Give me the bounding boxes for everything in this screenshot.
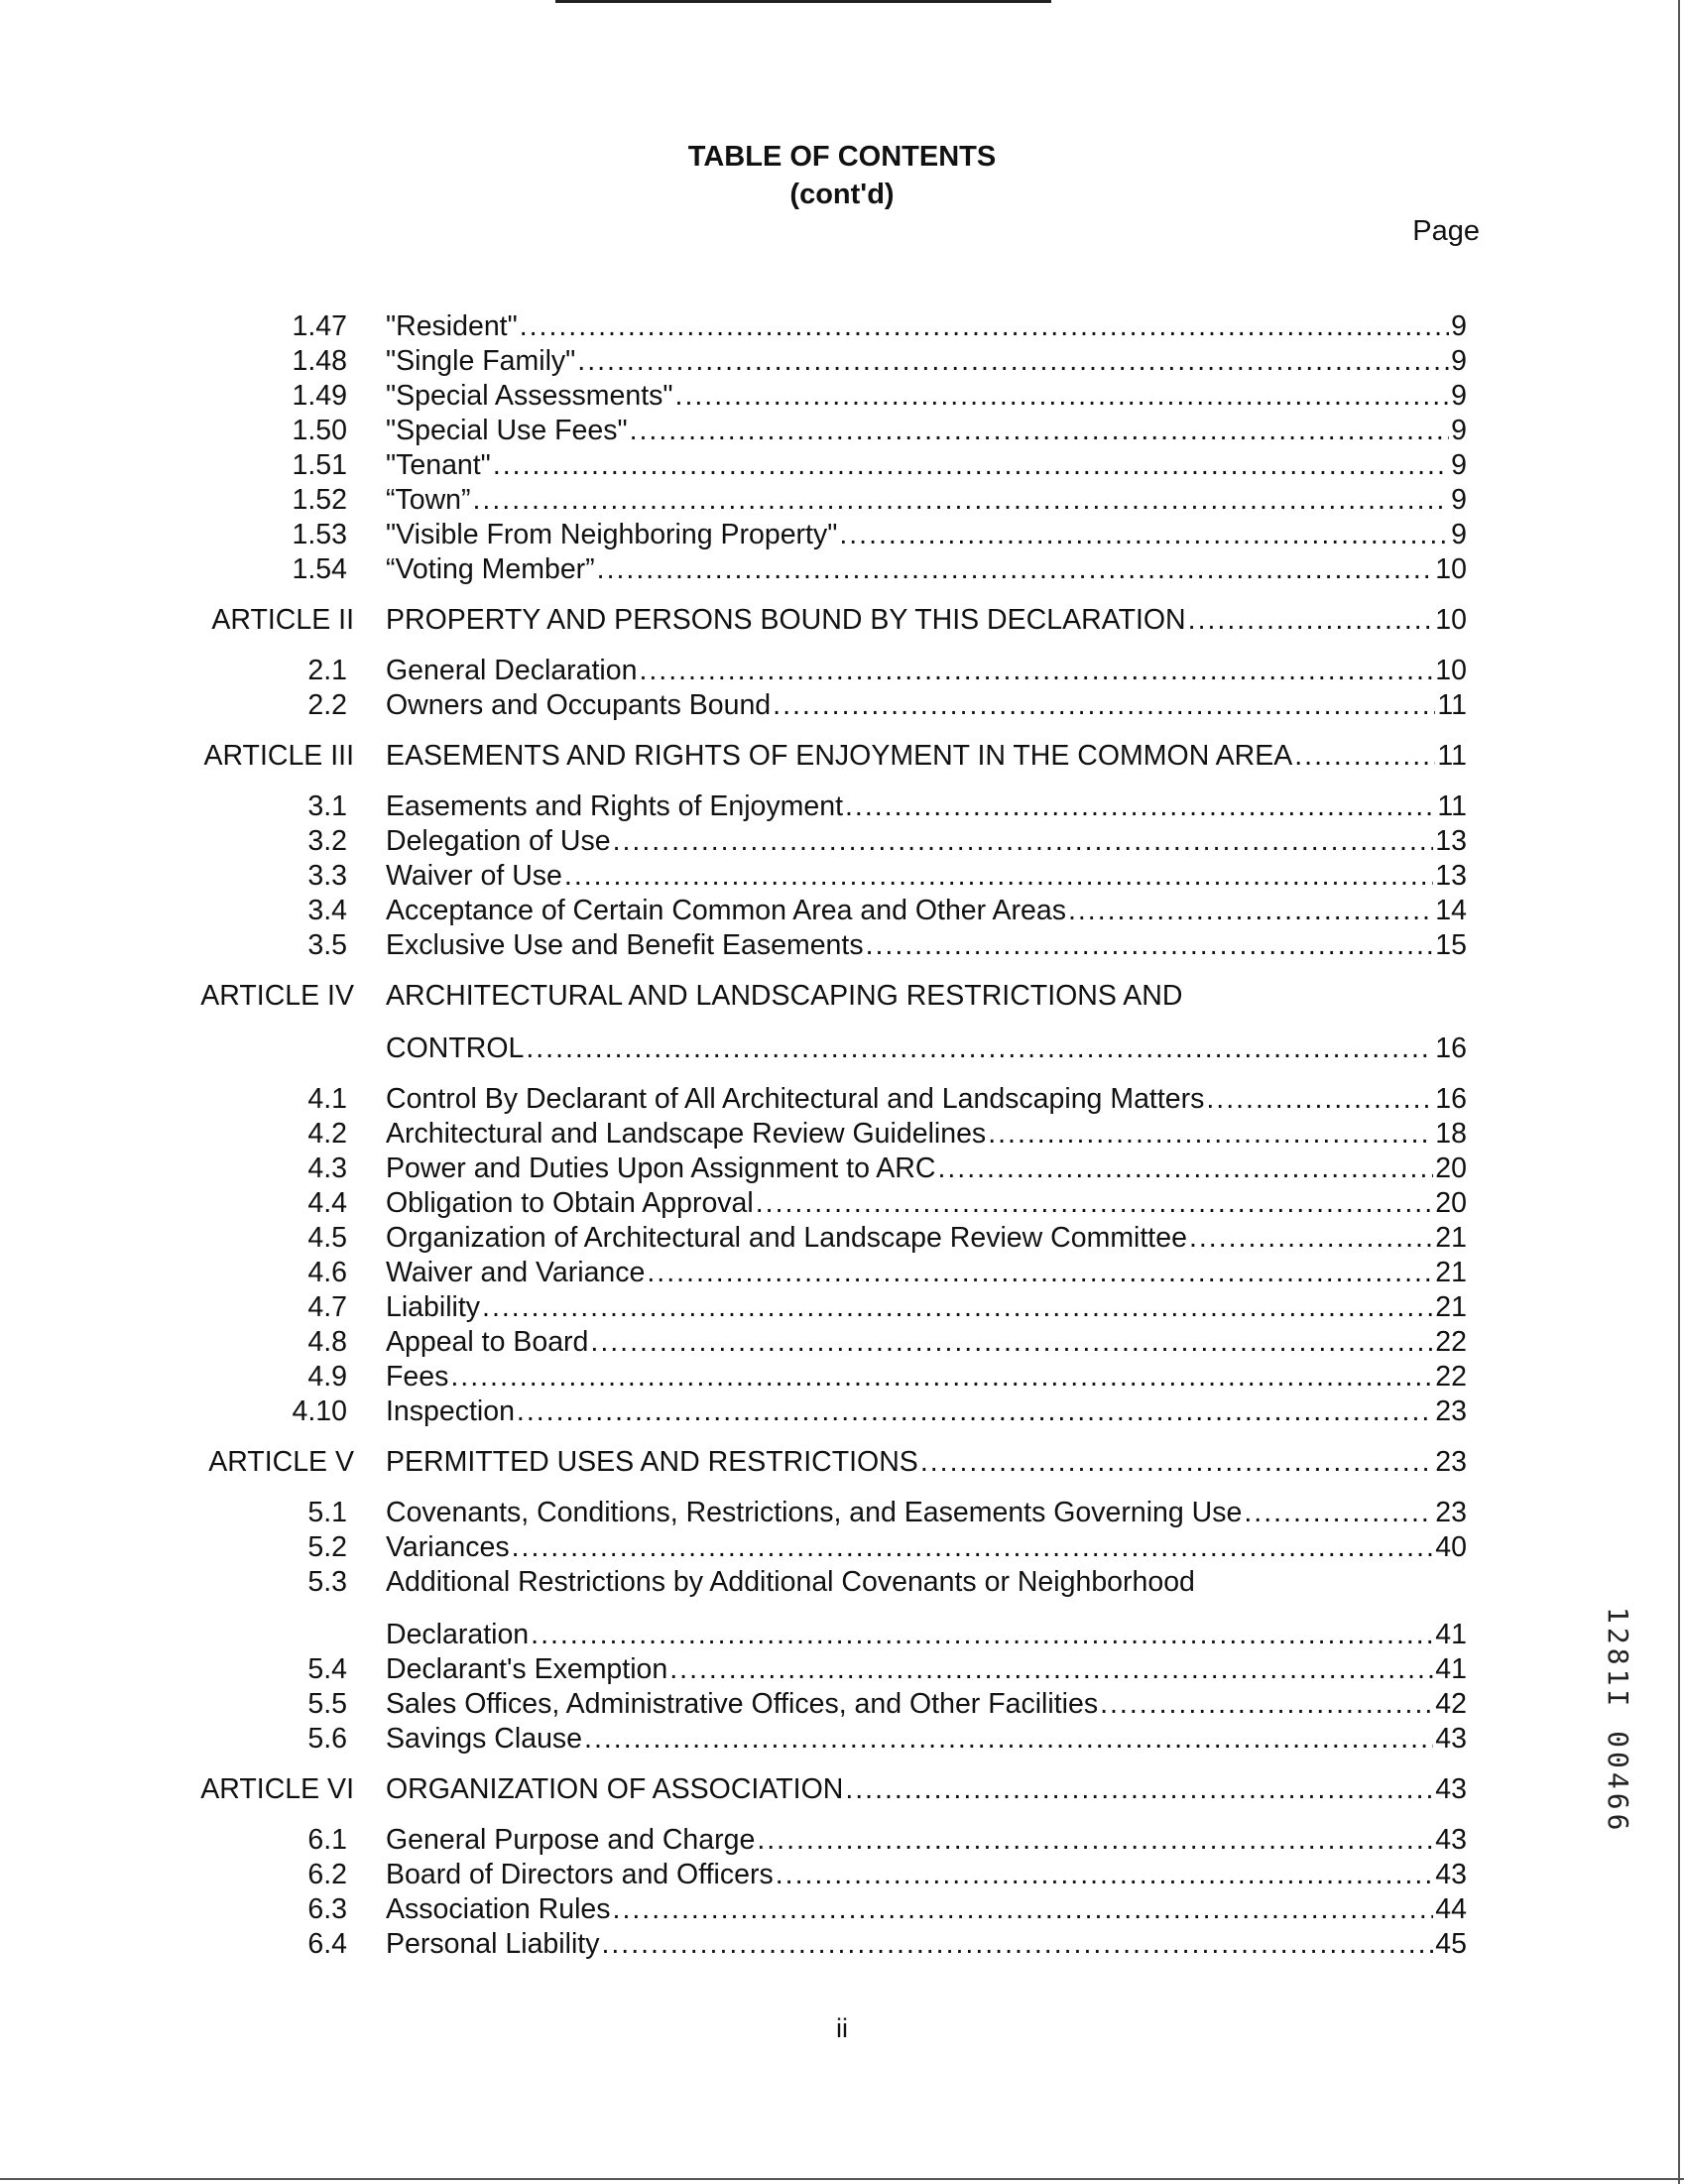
entry-row — [386, 1927, 1467, 1962]
entry-page-number: 16 — [1435, 1083, 1467, 1115]
entry-page-number: 10 — [1435, 553, 1467, 585]
entry-title: "Special Use Fees" — [386, 415, 628, 446]
entry-row — [386, 1325, 1467, 1360]
entry-row — [386, 859, 1467, 894]
entry-page-number: 13 — [1435, 825, 1467, 857]
entry-title: Exclusive Use and Benefit Easements — [386, 929, 864, 961]
entry-page-number: 9 — [1451, 380, 1467, 412]
entry-title: Variances — [386, 1531, 510, 1563]
entry-title: "Special Assessments" — [386, 380, 673, 412]
entry-title: Waiver of Use — [386, 860, 562, 892]
entry-row — [386, 1221, 1467, 1256]
dot-leader — [597, 552, 1434, 587]
dot-leader — [1100, 1687, 1433, 1722]
toc-section-entry — [0, 1722, 1684, 1757]
entry-title: Association Rules — [386, 1893, 611, 1925]
entry-title: Declaration — [386, 1619, 530, 1650]
entry-title: EASEMENTS AND RIGHTS OF ENJOYMENT IN THE COMMON AREA — [386, 740, 1293, 772]
entry-row — [386, 1395, 1467, 1429]
dot-leader — [493, 448, 1449, 483]
dot-leader — [630, 414, 1450, 448]
entry-page-number: 9 — [1451, 415, 1467, 446]
entry-page-number: 22 — [1435, 1326, 1467, 1358]
entry-page-number: 13 — [1435, 860, 1467, 892]
entry-page-number: 11 — [1437, 740, 1467, 772]
entry-title: Obligation to Obtain Approval — [386, 1187, 754, 1219]
entry-page-number: 40 — [1435, 1531, 1467, 1563]
entry-title: Sales Offices, Administrative Offices, and Other Facilities — [386, 1688, 1099, 1720]
entry-row — [386, 928, 1467, 963]
entry-page-number: 41 — [1435, 1619, 1467, 1650]
entry-number: 1.49 — [292, 380, 347, 412]
dot-leader — [613, 1892, 1434, 1927]
dot-leader — [577, 344, 1449, 379]
dot-leader — [1188, 603, 1434, 638]
dot-leader — [988, 1117, 1433, 1152]
entry-page-number: 10 — [1435, 655, 1467, 686]
entry-row — [386, 1858, 1467, 1892]
entry-title: Delegation of Use — [386, 825, 611, 857]
entry-number: 3.5 — [307, 929, 347, 961]
toc-subtitle: (cont'd) — [789, 179, 895, 210]
toc-article-entry — [0, 979, 1684, 1066]
dot-leader — [1244, 1496, 1433, 1530]
entry-title: "Resident" — [386, 310, 518, 342]
toc-section-entry — [0, 518, 1684, 552]
entry-title: PROPERTY AND PERSONS BOUND BY THIS DECLARATION — [386, 604, 1186, 636]
entry-row — [386, 448, 1467, 483]
entry-number: 1.51 — [292, 449, 347, 481]
toc-section-entry — [0, 1082, 1684, 1117]
toc-section-entry — [0, 1395, 1684, 1429]
dot-leader — [776, 1858, 1434, 1892]
toc-section-entry — [0, 552, 1684, 587]
dot-leader — [669, 1652, 1433, 1687]
entry-number: 3.1 — [307, 790, 347, 822]
entry-page-number: 20 — [1435, 1153, 1467, 1184]
toc-section-entry — [0, 1565, 1684, 1652]
entry-row — [386, 552, 1467, 587]
entry-title: Control By Declarant of All Architectural and Landscaping Matters — [386, 1083, 1205, 1115]
entry-page-number: 23 — [1435, 1395, 1467, 1427]
entry-row — [386, 1256, 1467, 1290]
entry-number: 1.54 — [292, 553, 347, 585]
entry-row — [386, 824, 1467, 859]
entry-title: General Purpose and Charge — [386, 1824, 756, 1856]
entry-number: ARTICLE IV — [200, 980, 354, 1012]
entry-row — [386, 518, 1467, 552]
entry-number: 2.2 — [307, 689, 347, 721]
entry-number: ARTICLE VI — [200, 1773, 354, 1805]
toc-article-entry — [0, 739, 1684, 774]
dot-leader — [639, 654, 1433, 688]
dot-leader — [845, 1772, 1433, 1807]
entry-row — [386, 1445, 1467, 1480]
entry-row — [386, 1290, 1467, 1325]
entry-row — [386, 1186, 1467, 1221]
toc-section-entry — [0, 1496, 1684, 1530]
toc-section-entry — [0, 344, 1684, 379]
page-column-header: Page — [1412, 215, 1480, 247]
entry-title: CONTROL — [386, 1032, 525, 1064]
entry-title: Declarant's Exemption — [386, 1653, 668, 1685]
entry-title-line1: ARCHITECTURAL AND LANDSCAPING RESTRICTIONS AND — [386, 980, 1183, 1012]
toc-section-entry — [0, 654, 1684, 688]
entry-row — [386, 1772, 1467, 1807]
toc-section-entry — [0, 1823, 1684, 1858]
toc-section-entry — [0, 1325, 1684, 1360]
entry-number: ARTICLE V — [208, 1446, 354, 1478]
entry-title: Architectural and Landscape Review Guidelines — [386, 1118, 987, 1150]
entry-number: 5.4 — [307, 1653, 347, 1685]
entry-number: 4.10 — [292, 1395, 347, 1427]
entry-row — [386, 688, 1467, 723]
dot-leader — [517, 1395, 1433, 1429]
entry-page-number: 9 — [1451, 519, 1467, 550]
entry-number: 6.4 — [307, 1928, 347, 1960]
toc-section-entry — [0, 1652, 1684, 1687]
toc-section-entry — [0, 414, 1684, 448]
entry-number: 1.53 — [292, 519, 347, 550]
entry-number: 4.4 — [307, 1187, 347, 1219]
entry-title: PERMITTED USES AND RESTRICTIONS — [386, 1446, 918, 1478]
entry-title: Waiver and Variance — [386, 1257, 646, 1288]
entry-row — [386, 414, 1467, 448]
entry-title: "Visible From Neighboring Property" — [386, 519, 838, 550]
entry-page-number: 18 — [1435, 1118, 1467, 1150]
dot-leader — [450, 1360, 1433, 1395]
entry-title: Liability — [386, 1291, 481, 1323]
entry-title: Owners and Occupants Bound — [386, 689, 772, 721]
toc-article-entry — [0, 603, 1684, 638]
entry-page-number: 43 — [1435, 1824, 1467, 1856]
entry-number: 4.6 — [307, 1257, 347, 1288]
entry-number: 4.9 — [307, 1361, 347, 1393]
entry-page-number: 21 — [1435, 1222, 1467, 1254]
entry-number: 3.4 — [307, 895, 347, 926]
dot-leader — [526, 1031, 1433, 1066]
entry-row — [386, 1360, 1467, 1395]
entry-number: 3.3 — [307, 860, 347, 892]
toc-section-entry — [0, 1927, 1684, 1962]
dot-leader — [756, 1186, 1434, 1221]
entry-page-number: 41 — [1435, 1653, 1467, 1685]
entry-row — [386, 1652, 1467, 1687]
toc-section-entry — [0, 1687, 1684, 1722]
entry-number: 4.3 — [307, 1153, 347, 1184]
entry-row — [386, 1496, 1467, 1530]
entry-row — [386, 1823, 1467, 1858]
dot-leader — [845, 789, 1435, 824]
toc-section-entry — [0, 894, 1684, 928]
toc-section-entry — [0, 1360, 1684, 1395]
entry-page-number: 43 — [1435, 1859, 1467, 1890]
bottom-edge-rule — [0, 2178, 1684, 2180]
entry-number: ARTICLE II — [211, 604, 354, 636]
toc-section-entry — [0, 1256, 1684, 1290]
toc-section-entry — [0, 688, 1684, 723]
entry-number: 4.2 — [307, 1118, 347, 1150]
dot-leader — [920, 1445, 1433, 1480]
toc-article-entry — [0, 1772, 1684, 1807]
toc-section-entry — [0, 309, 1684, 344]
entry-page-number: 21 — [1435, 1291, 1467, 1323]
entry-row — [386, 379, 1467, 414]
entry-row — [386, 789, 1467, 824]
entry-number: 6.2 — [307, 1859, 347, 1890]
entry-title: Savings Clause — [386, 1723, 583, 1755]
dot-leader — [531, 1618, 1433, 1652]
dot-leader — [584, 1722, 1433, 1757]
entry-row — [386, 1722, 1467, 1757]
entry-number: 4.8 — [307, 1326, 347, 1358]
entry-title: Inspection — [386, 1395, 515, 1427]
dot-leader — [757, 1823, 1433, 1858]
entry-number: 2.1 — [307, 655, 347, 686]
entry-row — [386, 603, 1467, 638]
entry-number: 6.3 — [307, 1893, 347, 1925]
entry-title: Power and Duties Upon Assignment to ARC — [386, 1153, 936, 1184]
entry-page-number: 44 — [1435, 1893, 1467, 1925]
dot-leader — [839, 518, 1449, 552]
dot-leader — [512, 1530, 1434, 1565]
entry-page-number: 43 — [1435, 1723, 1467, 1755]
entry-title: Appeal to Board — [386, 1326, 589, 1358]
dot-leader — [601, 1927, 1433, 1962]
dot-leader — [1206, 1082, 1433, 1117]
toc-section-entry — [0, 1152, 1684, 1186]
entry-title: Easements and Rights of Enjoyment — [386, 790, 843, 822]
entry-number: 3.2 — [307, 825, 347, 857]
entry-title-line1: Additional Restrictions by Additional Covenants or Neighborhood — [386, 1566, 1195, 1598]
toc-section-entry — [0, 1290, 1684, 1325]
entry-page-number: 14 — [1435, 895, 1467, 926]
toc-article-entry — [0, 1445, 1684, 1480]
toc-section-entry — [0, 483, 1684, 518]
entry-row — [386, 1892, 1467, 1927]
entry-title: “Voting Member” — [386, 553, 595, 585]
entry-title: Acceptance of Certain Common Area and Other Areas — [386, 895, 1066, 926]
entry-number: 5.5 — [307, 1688, 347, 1720]
entry-page-number: 21 — [1435, 1257, 1467, 1288]
entry-row — [386, 654, 1467, 688]
entry-number: 6.1 — [307, 1824, 347, 1856]
toc-section-entry — [0, 1530, 1684, 1565]
entry-title: General Declaration — [386, 655, 638, 686]
entry-number: 4.1 — [307, 1083, 347, 1115]
entry-page-number: 9 — [1451, 345, 1467, 377]
entry-page-number: 9 — [1451, 449, 1467, 481]
toc-section-entry — [0, 1221, 1684, 1256]
entry-number: 5.1 — [307, 1497, 347, 1528]
dot-leader — [482, 1290, 1433, 1325]
entry-page-number: 9 — [1451, 484, 1467, 516]
dot-leader — [647, 1256, 1433, 1290]
toc-section-entry — [0, 379, 1684, 414]
entry-title: Fees — [386, 1361, 449, 1393]
entry-number: 4.5 — [307, 1222, 347, 1254]
toc-section-entry — [0, 928, 1684, 963]
toc-section-entry — [0, 824, 1684, 859]
entry-row — [386, 344, 1467, 379]
entry-row — [386, 1117, 1467, 1152]
entry-page-number: 10 — [1435, 604, 1467, 636]
entry-title: ORGANIZATION OF ASSOCIATION — [386, 1773, 844, 1805]
entry-number: 5.6 — [307, 1723, 347, 1755]
entry-row — [386, 894, 1467, 928]
entry-title: Personal Liability — [386, 1928, 600, 1960]
entry-number: 1.47 — [292, 310, 347, 342]
entry-page-number: 45 — [1435, 1928, 1467, 1960]
top-rule — [555, 0, 1051, 3]
entry-title: "Single Family" — [386, 345, 576, 377]
entry-row — [386, 1618, 1467, 1652]
entry-page-number: 42 — [1435, 1688, 1467, 1720]
entry-page-number: 11 — [1437, 790, 1467, 822]
entry-number: 1.48 — [292, 345, 347, 377]
dot-leader — [1189, 1221, 1433, 1256]
entry-row — [386, 483, 1467, 518]
dot-leader — [937, 1152, 1433, 1186]
toc-section-entry — [0, 1858, 1684, 1892]
dot-leader — [564, 859, 1433, 894]
entry-title: Organization of Architectural and Landscape Review Committee — [386, 1222, 1187, 1254]
dot-leader — [1294, 739, 1435, 774]
entry-row — [386, 309, 1467, 344]
entry-number: 1.52 — [292, 484, 347, 516]
entry-row — [386, 1152, 1467, 1186]
dot-leader — [473, 483, 1450, 518]
entry-row — [386, 1530, 1467, 1565]
dot-leader — [773, 688, 1435, 723]
entry-page-number: 11 — [1437, 689, 1467, 721]
toc-section-entry — [0, 1117, 1684, 1152]
entry-page-number: 23 — [1435, 1446, 1467, 1478]
entry-page-number: 43 — [1435, 1773, 1467, 1805]
entry-row — [386, 1687, 1467, 1722]
entry-title: "Tenant" — [386, 449, 491, 481]
dot-leader — [866, 928, 1434, 963]
toc-list — [0, 309, 1684, 1962]
recording-stamp: 1281I 00466 — [1602, 1607, 1634, 1835]
entry-row — [386, 1031, 1467, 1066]
page-number: ii — [836, 2013, 848, 2043]
entry-row — [386, 739, 1467, 774]
toc-section-entry — [0, 1186, 1684, 1221]
entry-number: 1.50 — [292, 415, 347, 446]
dot-leader — [590, 1325, 1433, 1360]
entry-number: ARTICLE III — [203, 740, 354, 772]
entry-page-number: 9 — [1451, 310, 1467, 342]
entry-title: Covenants, Conditions, Restrictions, and Easements Governing Use — [386, 1497, 1243, 1528]
dot-leader — [1068, 894, 1433, 928]
toc-section-entry — [0, 859, 1684, 894]
toc-title: TABLE OF CONTENTS — [687, 141, 997, 173]
entry-title: “Town” — [386, 484, 471, 516]
entry-page-number: 23 — [1435, 1497, 1467, 1528]
dot-leader — [675, 379, 1450, 414]
entry-number: 5.3 — [307, 1566, 347, 1598]
entry-page-number: 22 — [1435, 1361, 1467, 1393]
toc-section-entry — [0, 448, 1684, 483]
dot-leader — [520, 309, 1449, 344]
toc-section-entry — [0, 789, 1684, 824]
entry-page-number: 15 — [1435, 929, 1467, 961]
toc-section-entry — [0, 1892, 1684, 1927]
entry-title: Board of Directors and Officers — [386, 1859, 774, 1890]
dot-leader — [613, 824, 1434, 859]
entry-number: 4.7 — [307, 1291, 347, 1323]
entry-number: 5.2 — [307, 1531, 347, 1563]
entry-page-number: 20 — [1435, 1187, 1467, 1219]
entry-row — [386, 1082, 1467, 1117]
entry-page-number: 16 — [1435, 1032, 1467, 1064]
